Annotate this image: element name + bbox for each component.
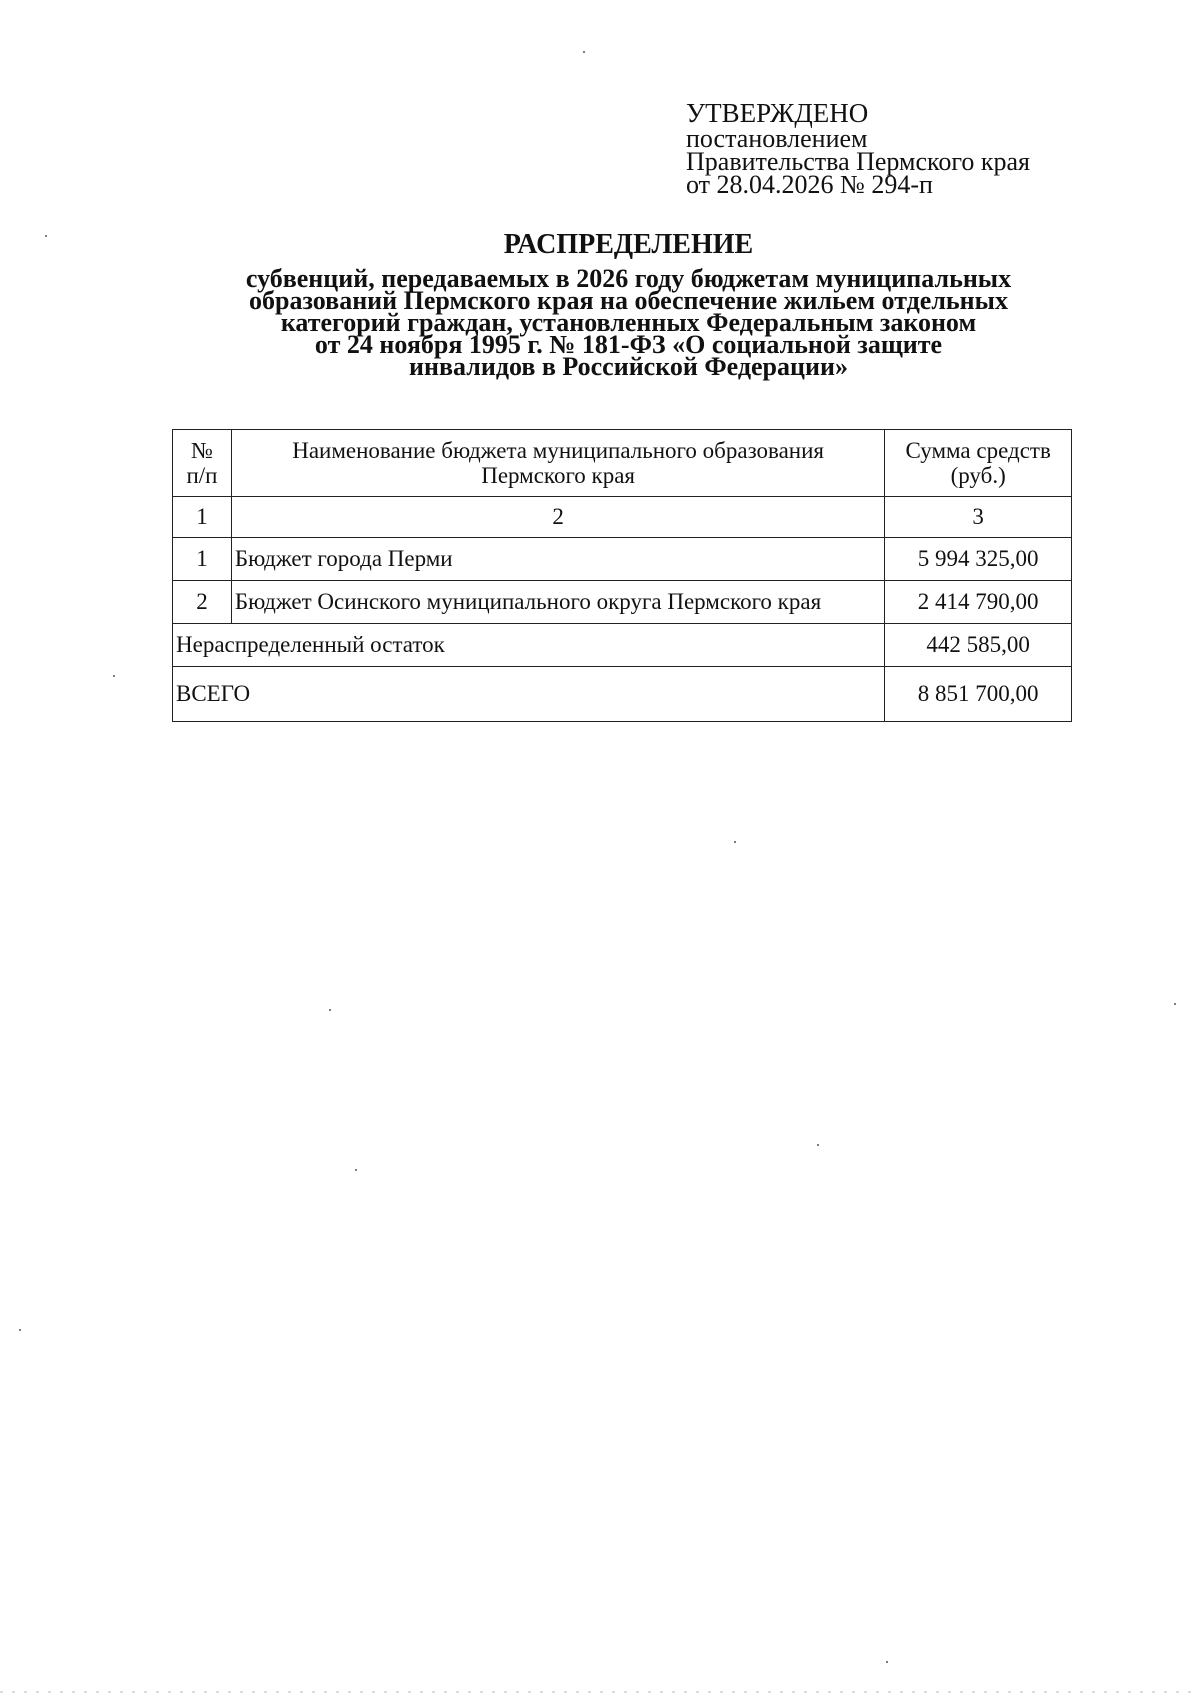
total-label: ВСЕГО: [173, 667, 885, 722]
header-text: (руб.): [950, 463, 1006, 488]
subtitle-line: субвенций, передаваемых в 2026 году бюджетам муниципальных: [245, 264, 1012, 293]
header-text: Наименование бюджета муниципального образования: [292, 438, 824, 463]
row-amount: 5 994 325,00: [885, 538, 1072, 581]
row-budget-name: Бюджет Осинского муниципального округа Пермского края: [231, 581, 884, 624]
header-text: п/п: [186, 463, 218, 488]
row-number: 1: [173, 538, 232, 581]
remainder-label: Нераспределенный остаток: [173, 624, 885, 667]
header-number: [173, 430, 232, 497]
allocation-table: [172, 429, 1072, 722]
column-index-cell: 3: [885, 497, 1072, 538]
subtitle-line: инвалидов в Российской Федерации»: [409, 352, 848, 381]
table-row: [173, 581, 1072, 624]
total-amount: 8 851 700,00: [885, 667, 1072, 722]
header-amount: [885, 430, 1072, 497]
subtitle-line: категорий граждан, установленных Федеральным законом: [280, 308, 977, 337]
header-text: №: [190, 438, 213, 463]
table-row: [173, 538, 1072, 581]
approval-block: [686, 98, 1106, 199]
approval-line: Правительства Пермского края: [686, 147, 1030, 176]
column-index-cell: 2: [231, 497, 884, 538]
approval-line: постановлением: [686, 124, 868, 153]
row-budget-name: Бюджет города Перми: [231, 538, 884, 581]
document-subtitle: [100, 264, 1157, 381]
approval-date-number: от 28.04.2026 № 294-п: [686, 170, 933, 199]
column-index-row: [173, 497, 1072, 538]
column-index-cell: 1: [173, 497, 232, 538]
subtitle-line: образований Пермского края на обеспечение жильем отдельных: [249, 286, 1008, 315]
document-title: РАСПРЕДЕЛЕНИЕ: [503, 229, 754, 260]
total-row: [173, 667, 1072, 722]
approval-title: УТВЕРЖДЕНО: [686, 98, 869, 128]
header-budget-name: [231, 430, 884, 497]
table-header-row: [173, 430, 1072, 497]
header-text: Сумма средств: [905, 438, 1051, 463]
remainder-row: [173, 624, 1072, 667]
subtitle-line: от 24 ноября 1995 г. № 181-ФЗ «О социальной защите: [314, 330, 943, 359]
header-text: Пермского края: [481, 463, 636, 488]
row-amount: 2 414 790,00: [885, 581, 1072, 624]
row-number: 2: [173, 581, 232, 624]
remainder-amount: 442 585,00: [885, 624, 1072, 667]
